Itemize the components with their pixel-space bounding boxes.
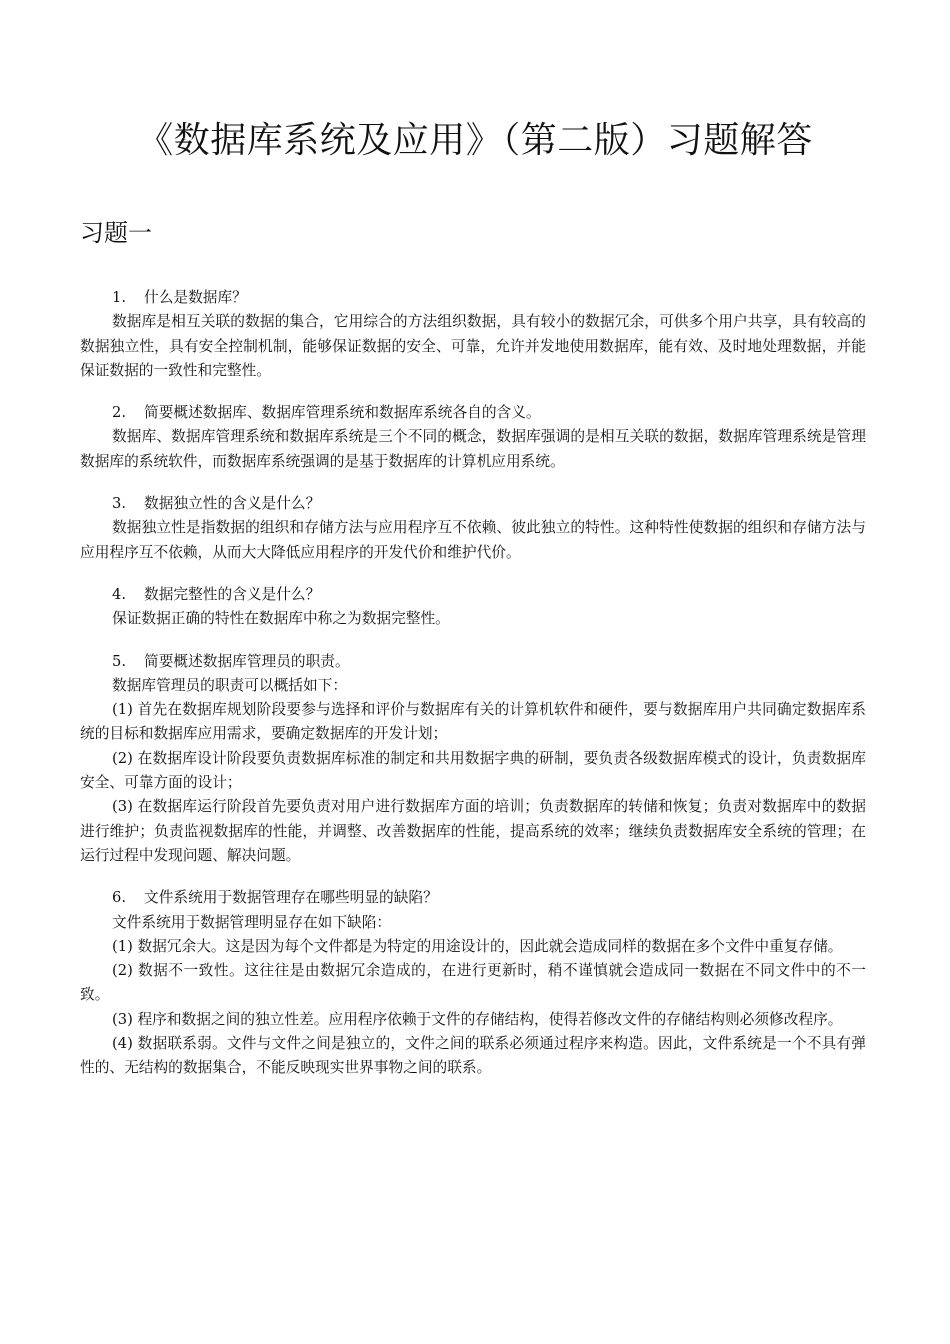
- answer-paragraph: (1) 数据冗余大。这是因为每个文件都是为特定的用途设计的，因此就会造成同样的数据在多个文件中重复存储。: [112, 937, 843, 955]
- question-block: [80, 650, 866, 869]
- question-number: 3.: [112, 495, 127, 513]
- question-text: 数据独立性的含义是什么？: [144, 495, 321, 513]
- question-text: 数据完整性的含义是什么？: [144, 585, 321, 603]
- answer-paragraph: (3) 程序和数据之间的独立性差。应用程序依赖于文件的存储结构，使得若修改文件的存储结构则必须修改程序。: [112, 1010, 843, 1028]
- question-number: 6.: [112, 889, 127, 907]
- answer-paragraph: (4) 数据联系弱。文件与文件之间是独立的，文件之间的联系必须通过程序来构造。因此，文件系统是一个不具有弹性的、无结构的数据集合，不能反映现实世界事物之间的联系。: [80, 1035, 866, 1077]
- question-title: [80, 886, 866, 910]
- question-title: [80, 286, 866, 310]
- question-title: [80, 401, 866, 425]
- question-title: [80, 650, 866, 674]
- answer-paragraph: 数据独立性是指数据的组织和存储方法与应用程序互不依赖、彼此独立的特性。这种特性使数据的组织和存储方法与应用程序互不依赖，从而大大降低应用程序的开发代价和维护代价。: [80, 519, 866, 561]
- answer-paragraph: 数据库管理员的职责可以概括如下：: [112, 676, 348, 694]
- question-number: 4.: [112, 585, 127, 603]
- question-title: [80, 583, 866, 607]
- question-block: [80, 583, 866, 632]
- answer-paragraph: (3) 在数据库运行阶段首先要负责对用户进行数据库方面的培训；负责数据库的转储和恢复；负责对数据库中的数据进行维护；负责监视数据库的性能，并调整、改善数据库的性能，提高系统的效率；继续负责数据库安全系统的管理；在运行过程中发现问题、解决问题。: [80, 798, 866, 864]
- question-block: [80, 492, 866, 565]
- question-text: 简要概述数据库管理员的职责。: [144, 652, 350, 670]
- question-text: 什么是数据库？: [144, 289, 247, 306]
- question-list: [80, 286, 866, 1081]
- question-block: [80, 401, 866, 474]
- document-title: 《数据库系统及应用》（第二版）习题解答: [137, 120, 813, 161]
- question-block: [80, 886, 866, 1080]
- question-text: 简要概述数据库、数据库管理系统和数据库系统各自的含义。: [144, 404, 541, 422]
- question-number: 2.: [112, 404, 127, 422]
- answer-paragraph: 数据库是相互关联的数据的集合，它用综合的方法组织数据，具有较小的数据冗余，可供多个用户共享，具有较高的数据独立性，具有安全控制机制，能够保证数据的安全、可靠，允许并发地使用数据库，能有效、及时地处理数据，并能保证数据的一致性和完整性。: [80, 313, 866, 379]
- answer-paragraph: (2) 数据不一致性。这往往是由数据冗余造成的，在进行更新时，稍不谨慎就会造成同一数据在不同文件中的不一致。: [80, 962, 866, 1004]
- answer-paragraph: 保证数据正确的特性在数据库中称之为数据完整性。: [112, 610, 450, 628]
- answer-paragraph: (2) 在数据库设计阶段要负责数据库标准的制定和共用数据字典的研制，要负责各级数据库模式的设计，负责数据库安全、可靠方面的设计；: [80, 749, 866, 792]
- answer-paragraph: 文件系统用于数据管理明显存在如下缺陷：: [112, 913, 392, 931]
- question-text: 文件系统用于数据管理存在哪些明显的缺陷？: [144, 889, 438, 907]
- answer-paragraph: 数据库、数据库管理系统和数据库系统是三个不同的概念，数据库强调的是相互关联的数据，数据库管理系统是管理数据库的系统软件，而数据库系统强调的是基于数据库的计算机应用系统。: [80, 428, 866, 470]
- question-title: [80, 492, 866, 516]
- question-number: 5.: [112, 652, 127, 670]
- question-block: [80, 286, 866, 383]
- question-number: 1.: [112, 289, 127, 306]
- section-heading: 习题一: [80, 219, 152, 247]
- answer-paragraph: (1) 首先在数据库规划阶段要参与选择和评价与数据库有关的计算机软件和硬件，要与数据库用户共同确定数据库系统的目标和数据库应用需求，要确定数据库的开发计划；: [80, 701, 866, 743]
